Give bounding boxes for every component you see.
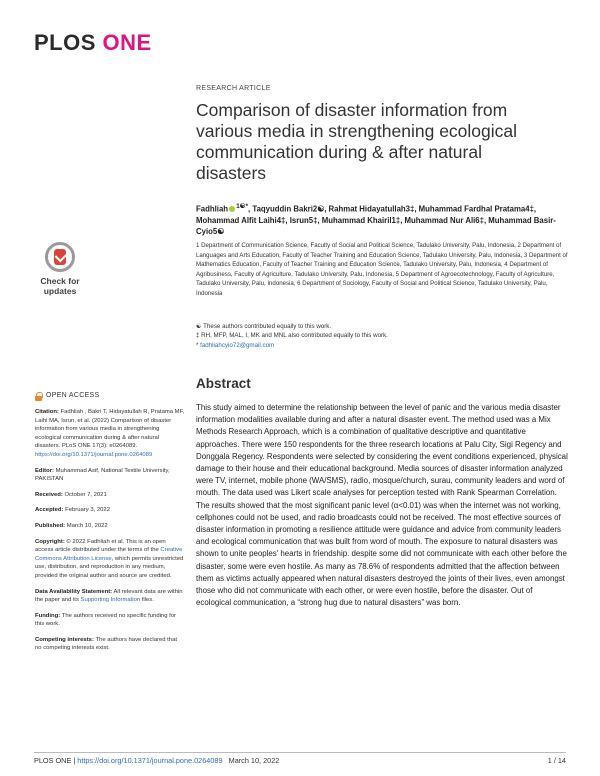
funding-block: Funding: The authors received no specific funding for this work.: [35, 612, 177, 628]
abstract-body: This study aimed to determine the relationship between the level of panic and the various media disaster information modalities available during and after a natural disaster event. The method used was a Mix Methods Research Approach, which is a combination of qualitative descriptive and quantitative approaches. There were 150 respondents for the three research locations at Palu City, Sigi Regency and Donggala Regency. Respondents were selected by considering the event conditions experienced, physical damage to their house and their educational background. Media sources of disaster information analyzed were TV, internet, mobile phone (WA/SMS), radio, mosque/church, surau, community leaders and word of mouth. The data used was Likert scale analyses for perception tested with Rank Spearman Correlation. The results showed that the most significant panic level (α<0.01) was when the internet was not working, cellphones could not be used, and radio broadcasts could not be received. The most effective sources of disaster information in promoting a resilience attitude were guidance and advice from community leaders and ecological communication that was built from word of mouth. The exposure to natural disasters was shown to unite peoples' hearts in friendship. despite some did not communicate with each other before the disaster, some were even hostile. As many as 78.6% of respondents admitted that the affection between them as victims actually appeared when natural disasters destroyed the joints of their lives, even amongst those who did not communicate with each other, or were even hostile, before the disaster. Out of ecological communication, a “strong hug due to natural disasters” was born.: [196, 403, 568, 608]
citation-doi-link[interactable]: https://doi.org/10.1371/journal.pone.0264089: [35, 451, 153, 458]
orcid-icon[interactable]: [229, 206, 235, 212]
also-contributed-note: ‡ RH, MFP, MAL, I, MK and MNL also contributed equally to this work.: [196, 332, 388, 340]
check-for-updates-badge[interactable]: [35, 242, 85, 320]
article-sidebar: [35, 392, 185, 660]
logo-plos: PLOS: [34, 30, 96, 55]
footer-date: March 10, 2022: [228, 756, 280, 765]
footer-doi-link[interactable]: https://doi.org/10.1371/journal.pone.0264089: [77, 756, 223, 765]
published-block: Published: March 10, 2022: [35, 522, 108, 529]
check-updates-icon: [45, 242, 75, 272]
page-footer: [34, 756, 566, 765]
citation-block: Citation: Fadhliah , Bakri T, Hidayatullah R, Pratama MF, Laihi MA, Isrun, et al. (2022) Comparison of disaster information from various media in strengthening ecological communication during & after natural disasters. PLoS ONE 17(3): e0264089. https://doi.org/10.1371/journal.pone.0264089: [35, 409, 185, 458]
check-updates-label: Check for updates: [40, 276, 80, 296]
open-lock-icon: [35, 392, 42, 401]
article-title: Comparison of disaster information from various media in strengthening ecological communication during & after natural disasters: [196, 100, 518, 183]
article-type: RESEARCH ARTICLE: [196, 85, 271, 92]
page-number: 1 / 14: [547, 756, 566, 765]
data-availability-block: Data Availability Statement: All relevant data are within the paper and its Supporting Information files.: [35, 588, 183, 604]
other-authors: , Taqyuddin Bakri2☯, Rahmat Hidayatullah3‡, Muhammad Fardhal Pratama4‡, Mohammad Alfit Laihi4‡, Isrun5‡, Muhammad Khairil1‡, Muhammad Nur Ali6‡, Muhammad Basir-Cyio5☯: [196, 204, 556, 236]
footer-divider: [34, 752, 566, 753]
logo-one: ONE: [102, 30, 152, 55]
journal-logo: [34, 30, 152, 56]
open-access-label: OPEN ACCESS: [35, 392, 185, 401]
affiliations: 1 Department of Communication Science, Faculty of Social and Political Science, Tadulako University, Palu, Indonesia, 2 Department of Languages and Arts Education, Faculty of Teacher Training and Education Science, Tadulako University, Palu, Indonesia, 3 Department of Mathematics Education, Faculty of Teacher Training and Education Science, Tadulako University, Palu, Indonesia, 4 Department of Agribusiness, Faculty of Agriculture, Tadulako University, Palu, Indonesia, 5 Department of Agroecotechnology, Faculty of Agriculture, Tadulako University, Palu, Indonesia, 6 Department of Sociology, Faculty of Social and Political Science, Tadulako University, Palu, Indonesia: [196, 242, 568, 297]
copyright-block: Copyright: © 2022 Fadhliah et al. This is an open access article distributed under the terms of the Creative Commons Attribution License, which permits unrestricted use, distribution, and reproduction in any medium, provided the original author and source are credited.: [35, 538, 184, 579]
corresponding-email: * fadhliahcyio72@gmail.com: [196, 341, 275, 349]
supporting-information-link[interactable]: Supporting Information: [80, 597, 141, 604]
abstract-heading: Abstract: [196, 376, 251, 391]
email-link[interactable]: fadhliahcyio72@gmail.com: [200, 341, 275, 349]
license-link[interactable]: Creative Commons Attribution License: [35, 547, 183, 562]
equal-contribution-note: ☯ These authors contributed equally to this work.: [196, 323, 332, 330]
author-list: Fadhliah $^{1☯*}$, Taqyuddin Bakri2☯, Rahmat Hidayatullah3‡, Muhammad Fardhal Pratama4‡, Mohammad Alfit Laihi4‡, Isrun5‡, Muhammad Khairil1‡, Muhammad Nur Ali6‡, Muhammad Basir-Cyio5☯: [196, 203, 556, 236]
first-author[interactable]: Fadhliah: [196, 204, 229, 214]
competing-interests-block: Competing interests: The authors have declared that no competing interests exist.: [35, 636, 177, 652]
received-block: Received: October 7, 2021: [35, 491, 107, 498]
editor-block: Editor: Muhammad Asif, National Textile University, PAKISTAN: [35, 467, 170, 483]
footer-citation: PLOS ONE | https://doi.org/10.1371/journal.pone.0264089 March 10, 2022: [34, 756, 280, 765]
accepted-block: Accepted: February 3, 2022: [35, 507, 110, 514]
author-notes: [196, 322, 571, 350]
